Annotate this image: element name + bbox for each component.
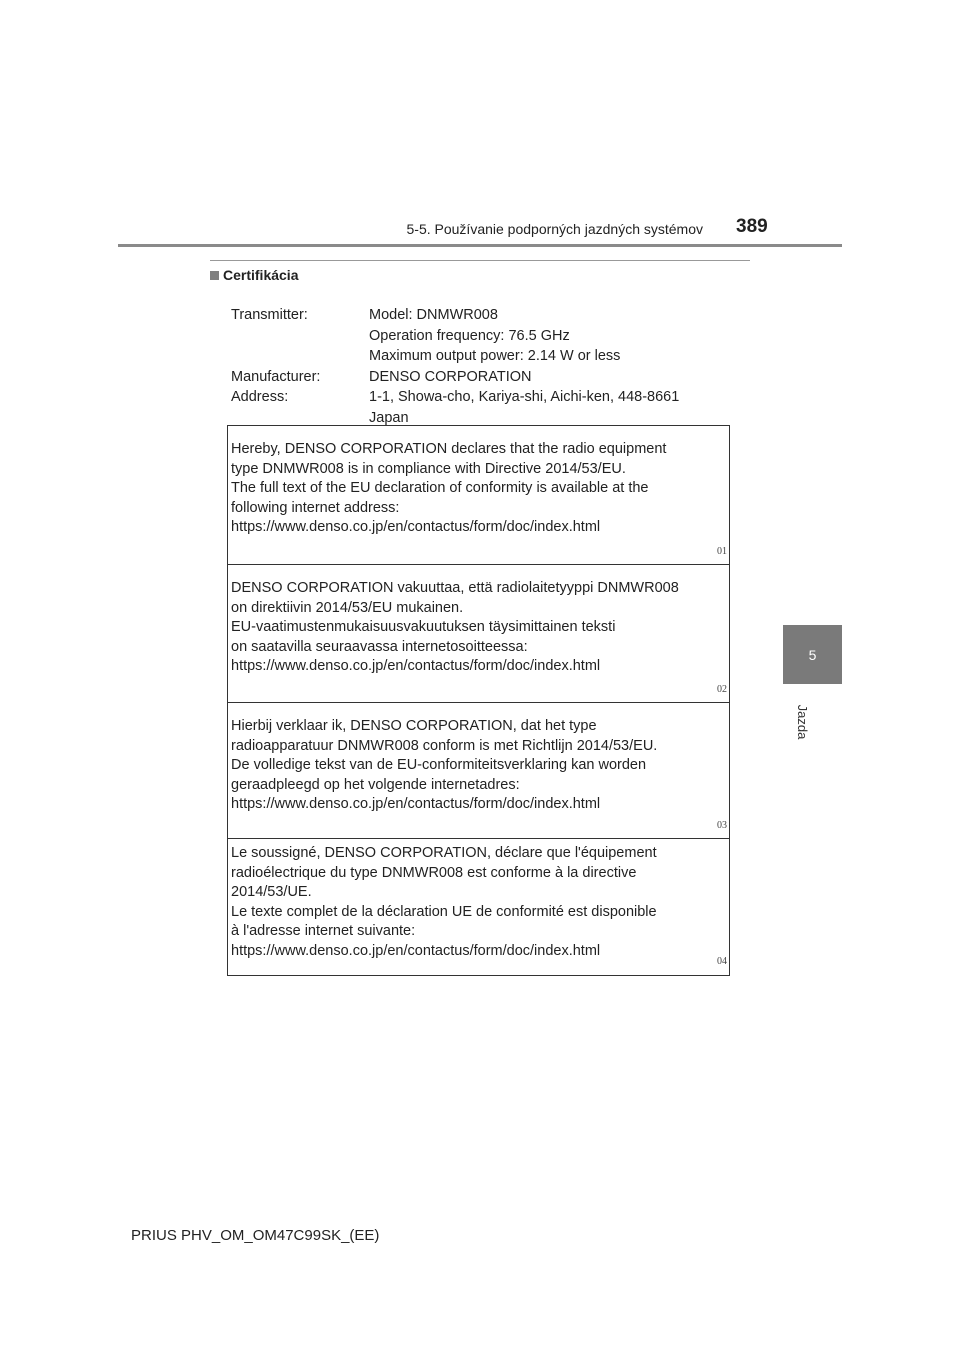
declaration-line: https://www.denso.co.jp/en/contactus/form/doc/index.html: [231, 796, 601, 812]
chapter-tab-label: Jazda: [795, 704, 810, 740]
spec-value: Operation frequency: 76.5 GHz: [369, 327, 570, 344]
header-rule: [118, 244, 842, 247]
declaration-line: EU-vaatimustenmukaisuusvakuutuksen täysimittainen teksti: [231, 619, 616, 635]
declaration-line: type DNMWR008 is in compliance with Directive 2014/53/EU.: [231, 460, 626, 477]
declarations-box: [227, 425, 730, 976]
spec-label: Transmitter:: [231, 307, 308, 323]
section-heading-text: Certifikácia: [223, 267, 299, 283]
spec-value: Japan: [369, 409, 409, 426]
declaration-line: The full text of the EU declaration of conformity is available at the: [231, 480, 649, 496]
declaration-line: Le texte complet de la déclaration UE de conformité est disponible: [231, 903, 657, 920]
declaration-line: https://www.denso.co.jp/en/contactus/form/doc/index.html: [231, 942, 601, 959]
declaration-line: on saatavilla seuraavassa internetosoitteessa:: [231, 638, 528, 655]
spec-table: [231, 305, 679, 428]
spec-label: Manufacturer:: [231, 368, 321, 385]
chapter-tab: [783, 625, 842, 684]
declaration-line: Le soussigné, DENSO CORPORATION, déclare que l'équipement: [231, 845, 657, 861]
declaration-line: radioapparatuur DNMWR008 conform is met Richtlijn 2014/53/EU.: [231, 737, 658, 754]
declaration-line: Hierbij verklaar ik, DENSO CORPORATION, dat het type: [231, 718, 597, 734]
spec-label: Address:: [231, 389, 289, 405]
declaration-code: 03: [717, 819, 727, 831]
spec-values: [369, 367, 531, 388]
declaration-dutch: [228, 702, 729, 838]
declaration-english: [228, 426, 729, 564]
declaration-line: DENSO CORPORATION vakuuttaa, että radiolaitetyyppi DNMWR008: [231, 580, 679, 596]
declaration-line: radioélectrique du type DNMWR008 est conforme à la directive: [231, 864, 637, 881]
square-bullet-icon: [210, 271, 219, 280]
declaration-line: à l'adresse internet suivante:: [231, 923, 416, 939]
chapter-tab-number: 5: [808, 646, 817, 663]
declaration-code: 04: [717, 955, 727, 967]
declaration-line: https://www.denso.co.jp/en/contactus/form/doc/index.html: [231, 658, 601, 674]
spec-row-manufacturer: [231, 367, 679, 388]
page-number: 389: [736, 216, 768, 237]
section-heading: [210, 267, 298, 283]
declaration-line: on direktiivin 2014/53/EU mukainen.: [231, 599, 464, 616]
declaration-finnish: [228, 564, 729, 702]
declaration-line: 2014/53/UE.: [231, 884, 312, 900]
declaration-code: 02: [717, 683, 727, 695]
running-header-title: 5-5. Používanie podporných jazdných systémov: [406, 221, 703, 237]
spec-value: 1-1, Showa-cho, Kariya-shi, Aichi-ken, 448-8661: [369, 389, 680, 405]
spec-value: Model: DNMWR008: [369, 307, 498, 323]
spec-values: [369, 305, 620, 367]
declaration-line: geraadpleegd op het volgende internetadres:: [231, 776, 520, 793]
declaration-french: [228, 838, 729, 974]
footer-document-code: PRIUS PHV_OM_OM47C99SK_(EE): [131, 1227, 380, 1244]
spec-value: Maximum output power: 2.14 W or less: [369, 348, 621, 364]
declaration-line: https://www.denso.co.jp/en/contactus/form/doc/index.html: [231, 519, 601, 535]
spec-value: DENSO CORPORATION: [369, 368, 532, 385]
declaration-code: 01: [717, 545, 727, 557]
declaration-line: following internet address:: [231, 499, 400, 516]
declaration-line: De volledige tekst van de EU-conformiteitsverklaring kan worden: [231, 757, 647, 773]
spec-row-address: [231, 387, 679, 428]
spec-row-transmitter: [231, 305, 679, 367]
spec-values: [369, 387, 679, 428]
declaration-line: Hereby, DENSO CORPORATION declares that the radio equipment: [231, 441, 667, 457]
section-rule: [210, 260, 750, 261]
